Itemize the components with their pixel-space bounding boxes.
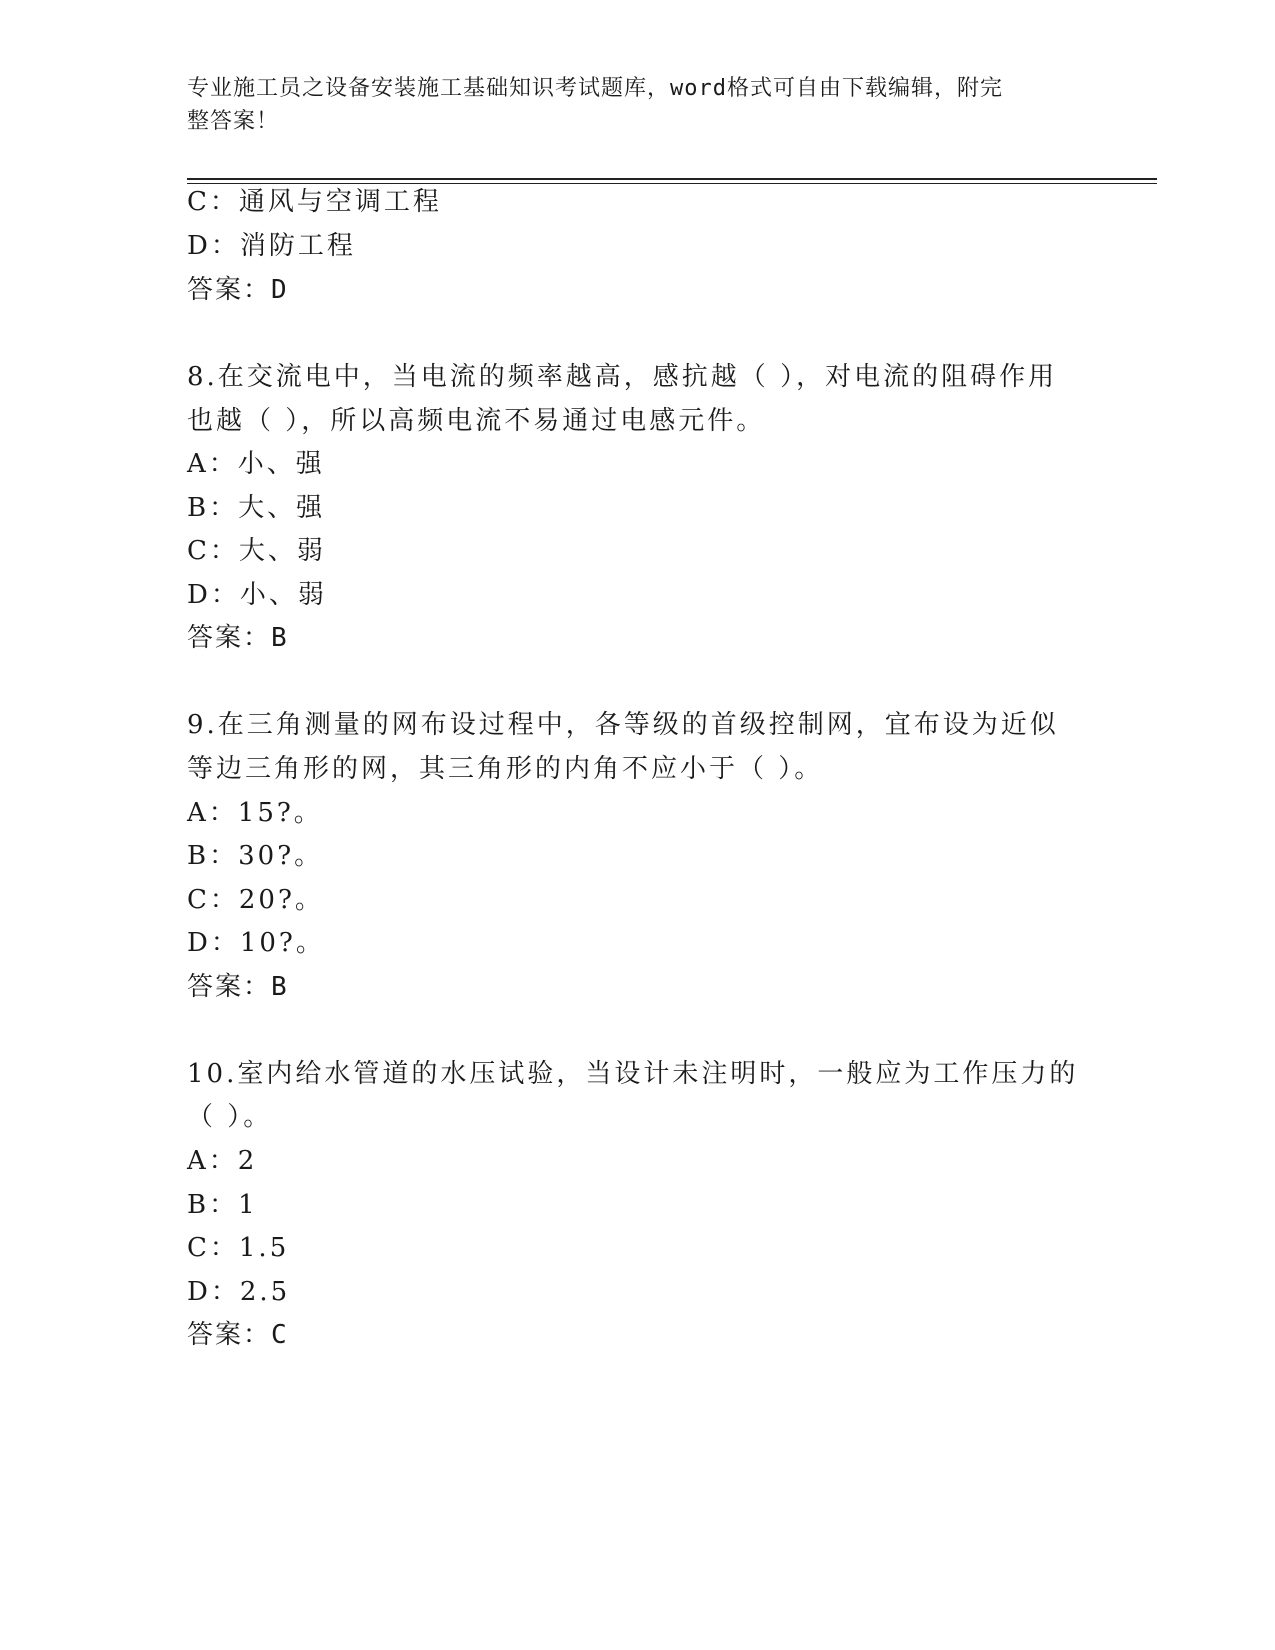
q10-answer: 答案：C	[187, 1320, 289, 1350]
prev-answer: 答案：D	[187, 275, 289, 305]
q8-stem-line-2: 也越（ ），所以高频电流不易通过电感元件。	[187, 406, 766, 436]
prev-option-d: D：消防工程	[187, 231, 356, 261]
header-rule-thick	[187, 178, 1157, 180]
q10-option-a: A：2	[187, 1146, 258, 1176]
document-header	[187, 72, 1067, 138]
q8-option-b: B：大、强	[187, 493, 326, 523]
q9-answer: 答案：B	[187, 972, 289, 1002]
q8-stem-line-1: 8.在交流电中，当电流的频率越高，感抗越（ ），对电流的阻碍作用	[187, 362, 1058, 392]
header-line-2: 整答案！	[187, 109, 280, 134]
header-rule-thin	[187, 183, 1157, 184]
q8-answer: 答案：B	[187, 623, 289, 653]
q9-option-a: A：15?。	[187, 798, 323, 828]
q10-option-b: B：1	[187, 1190, 258, 1220]
q10-stem-line-2: （ ）。	[187, 1102, 273, 1132]
q9-option-b: B：30?。	[187, 841, 324, 871]
q10-option-c: C：1.5	[187, 1233, 290, 1263]
q8-option-d: D：小、弱	[187, 580, 327, 610]
q9-option-d: D：10?。	[187, 928, 325, 958]
q10-option-d: D：2.5	[187, 1277, 291, 1307]
header-line-1: 专业施工员之设备安装施工基础知识考试题库，word格式可自由下载编辑，附完	[187, 76, 1003, 101]
q9-stem-line-1: 9.在三角测量的网布设过程中，各等级的首级控制网，宜布设为近似	[187, 710, 1059, 740]
q8-option-a: A：小、强	[187, 449, 325, 479]
q9-stem-line-2: 等边三角形的网，其三角形的内角不应小于（ ）。	[187, 754, 824, 784]
q8-option-c: C：大、弱	[187, 536, 326, 566]
q10-stem-line-1: 10.室内给水管道的水压试验，当设计未注明时，一般应为工作压力的	[187, 1059, 1079, 1089]
q9-option-c: C：20?。	[187, 885, 324, 915]
prev-option-c: C：通风与空调工程	[187, 187, 442, 217]
